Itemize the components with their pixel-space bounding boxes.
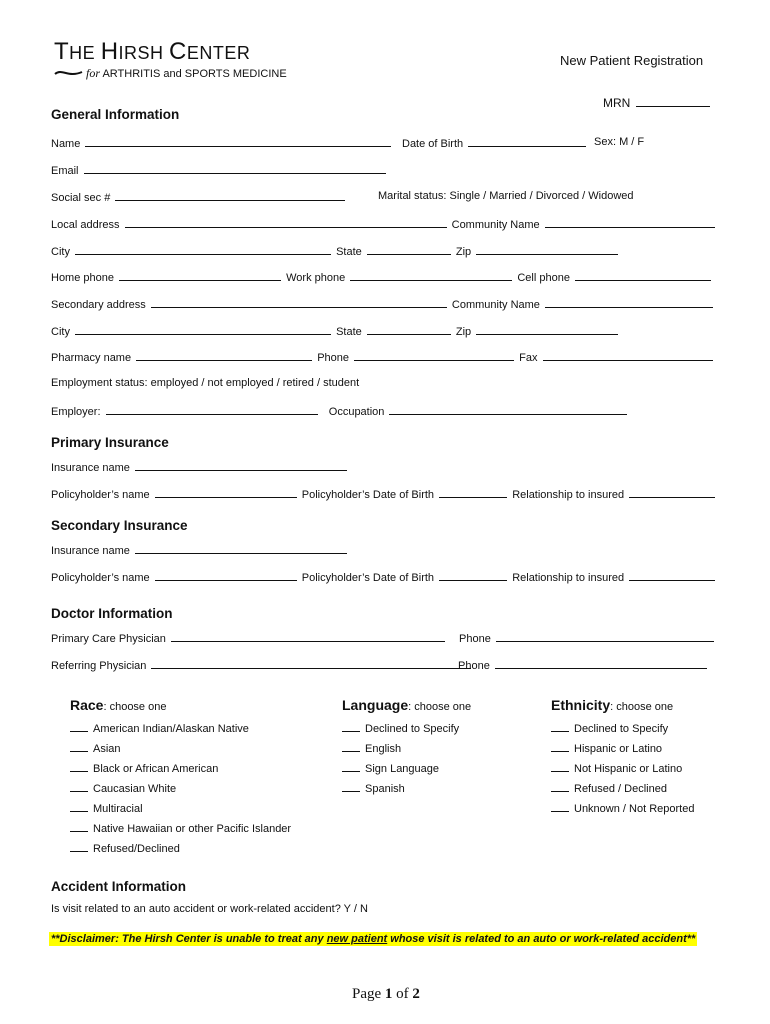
occupation-input[interactable] (389, 404, 627, 415)
swoosh-icon (54, 68, 84, 80)
ethnicity-heading: Ethnicity: choose one (551, 697, 674, 713)
pcp-phone-input[interactable] (496, 631, 714, 642)
race-option[interactable]: Native Hawaiian or other Pacific Islander (70, 819, 291, 839)
form-title: New Patient Registration (560, 53, 704, 68)
race-option[interactable]: Refused/Declined (70, 839, 291, 859)
mrn-field: MRN (603, 96, 712, 110)
language-heading: Language: choose one (342, 697, 472, 713)
city-input[interactable] (75, 244, 331, 255)
race-heading: Race: choose one (70, 697, 167, 713)
race-option[interactable]: Asian (70, 739, 291, 759)
logo-subtitle: for ARTHRITIS and SPORTS MEDICINE (54, 66, 250, 82)
ssn-input[interactable] (115, 190, 345, 201)
local-address-row: Local address Community Name (51, 217, 717, 231)
language-options (342, 719, 459, 799)
accident-question[interactable]: Is visit related to an auto accident or work-related accident? Y / N (51, 903, 368, 915)
primary-ins-name-input[interactable] (135, 460, 347, 471)
primary-insurance-heading: Primary Insurance (51, 435, 169, 450)
ethnicity-option[interactable]: Not Hispanic or Latino (551, 759, 694, 779)
accident-heading: Accident Information (51, 879, 187, 894)
secondary-ins-name-input[interactable] (135, 543, 347, 554)
cell-phone-input[interactable] (575, 270, 711, 281)
secondary-address-input[interactable] (151, 297, 447, 308)
referring-row: Referring Physician (51, 658, 473, 672)
pcp-row: Primary Care Physician (51, 631, 447, 645)
primary-holder-input[interactable] (155, 487, 297, 498)
pharmacy-phone-input[interactable] (354, 350, 514, 361)
employer-input[interactable] (106, 404, 318, 415)
fax-input[interactable] (543, 350, 713, 361)
work-phone-input[interactable] (350, 270, 512, 281)
pharmacy-row: Pharmacy name Phone Fax (51, 350, 715, 364)
primary-holder-dob-input[interactable] (439, 487, 507, 498)
language-option[interactable]: Spanish (342, 779, 459, 799)
ethnicity-option[interactable]: Hispanic or Latino (551, 739, 694, 759)
doctor-heading: Doctor Information (51, 606, 173, 621)
race-option[interactable]: Black or African American (70, 759, 291, 779)
dob-row: Date of Birth (402, 136, 588, 150)
logo-title: THE HIRSH CENTER (54, 38, 251, 65)
name-row: Name (51, 136, 393, 150)
primary-ins-name-row: Insurance name (51, 460, 349, 474)
secondary-holder-input[interactable] (155, 570, 297, 581)
zip-input[interactable] (476, 244, 618, 255)
state-input[interactable] (367, 244, 451, 255)
name-input[interactable] (85, 136, 391, 147)
secondary-relationship-input[interactable] (629, 570, 715, 581)
state2-input[interactable] (367, 324, 451, 335)
community2-input[interactable] (545, 297, 713, 308)
zip2-input[interactable] (476, 324, 618, 335)
pharmacy-input[interactable] (136, 350, 312, 361)
mrn-input[interactable] (636, 96, 710, 107)
city2-input[interactable] (75, 324, 331, 335)
ethnicity-option[interactable]: Refused / Declined (551, 779, 694, 799)
community-input[interactable] (545, 217, 715, 228)
email-input[interactable] (84, 163, 386, 174)
page-number: Page 1 of 2 (352, 986, 420, 1002)
secondary-ins-name-row: Insurance name (51, 543, 349, 557)
ref-phone-row: Phone (458, 658, 709, 672)
phones-row: Home phone Work phone Cell phone (51, 270, 713, 284)
email-row: Email (51, 163, 388, 177)
primary-holder-row: Policyholder’s name Policyholder’s Date of Birth Relationship to insured (51, 487, 717, 501)
employer-row: Employer: Occupation (51, 404, 629, 418)
race-option[interactable]: American Indian/Alaskan Native (70, 719, 291, 739)
race-option[interactable]: Caucasian White (70, 779, 291, 799)
secondary-holder-dob-input[interactable] (439, 570, 507, 581)
dob-input[interactable] (468, 136, 586, 147)
home-phone-input[interactable] (119, 270, 281, 281)
marital-field[interactable]: Marital status: Single / Married / Divorced / Widowed (378, 190, 634, 202)
general-heading: General Information (51, 107, 180, 122)
primary-relationship-input[interactable] (629, 487, 715, 498)
referring-input[interactable] (151, 658, 471, 669)
city2-row: City State Zip (51, 324, 620, 338)
ethnicity-option[interactable]: Unknown / Not Reported (551, 799, 694, 819)
race-option[interactable]: Multiracial (70, 799, 291, 819)
race-options (70, 719, 291, 859)
secondary-address-row: Secondary address Community Name (51, 297, 715, 311)
pcp-input[interactable] (171, 631, 445, 642)
disclaimer: **Disclaimer: The Hirsh Center is unable to treat any new patient whose visit is related to an auto or work-related accident** (51, 933, 696, 945)
city-row: City State Zip (51, 244, 620, 258)
language-option[interactable]: Sign Language (342, 759, 459, 779)
logo (54, 38, 287, 82)
ethnicity-options (551, 719, 694, 819)
ssn-row: Social sec # (51, 190, 347, 204)
secondary-insurance-heading: Secondary Insurance (51, 518, 188, 533)
language-option[interactable]: Declined to Specify (342, 719, 459, 739)
ethnicity-option[interactable]: Declined to Specify (551, 719, 694, 739)
ref-phone-input[interactable] (495, 658, 707, 669)
secondary-holder-row: Policyholder’s name Policyholder’s Date of Birth Relationship to insured (51, 570, 717, 584)
language-option[interactable]: English (342, 739, 459, 759)
pcp-phone-row: Phone (459, 631, 716, 645)
local-address-input[interactable] (125, 217, 447, 228)
employment-field[interactable]: Employment status: employed / not employed / retired / student (51, 377, 360, 389)
sex-field[interactable]: Sex: M / F (594, 136, 645, 148)
